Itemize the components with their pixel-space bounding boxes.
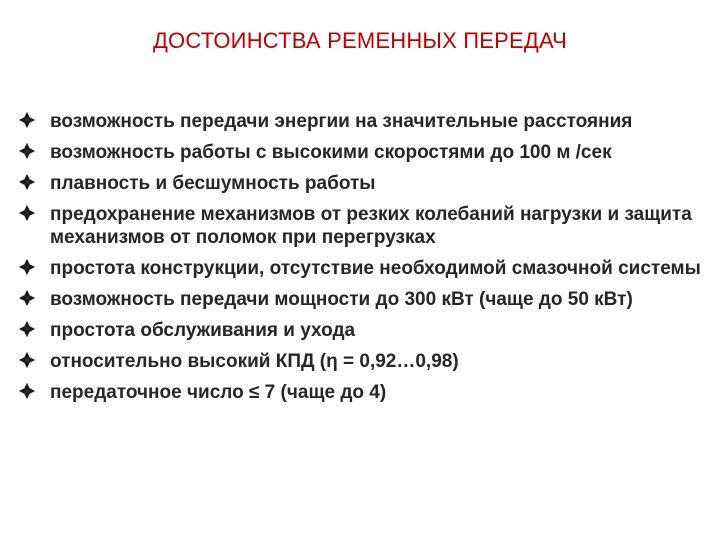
list-item [18,288,708,311]
slide-title: ДОСТОИНСТВА РЕМЕННЫХ ПЕРЕДАЧ [152,28,568,53]
diamond-bullet-icon [18,258,36,276]
list-item [18,110,708,133]
diamond-bullet-icon [18,204,36,222]
list-item-text: возможность передачи мощности до 300 кВт (чаще до 50 кВт) [50,289,633,310]
diamond-bullet-icon [18,382,36,400]
list-item [18,319,708,342]
list-item-text: простота обслуживания и ухода [50,320,356,341]
diamond-bullet-icon [18,173,36,191]
list-item-text: возможность работы с высокими скоростями до 100 м /сек [50,142,612,163]
list-item-text: передаточное число ≤ 7 (чаще до 4) [50,382,387,403]
list-item-text: относительно высокий КПД (η = 0,92…0,98) [50,351,459,372]
diamond-bullet-icon [18,111,36,129]
list-item [18,203,708,249]
list-item-text: предохранение механизмов от резких колебаний нагрузки и защита механизмов от поломок при перегрузках [50,204,692,248]
advantages-list [18,110,708,412]
list-item-text: плавность и бесшумность работы [50,173,376,194]
list-item-text: простота конструкции, отсутствие необходимой смазочной системы [50,258,701,279]
diamond-bullet-icon [18,320,36,338]
list-item-text: возможность передачи энергии на значительные расстояния [50,111,633,132]
diamond-bullet-icon [18,289,36,307]
list-item [18,381,708,404]
diamond-bullet-icon [18,351,36,369]
list-item [18,257,708,280]
list-item [18,172,708,195]
diamond-bullet-icon [18,142,36,160]
list-item [18,141,708,164]
list-item [18,350,708,373]
